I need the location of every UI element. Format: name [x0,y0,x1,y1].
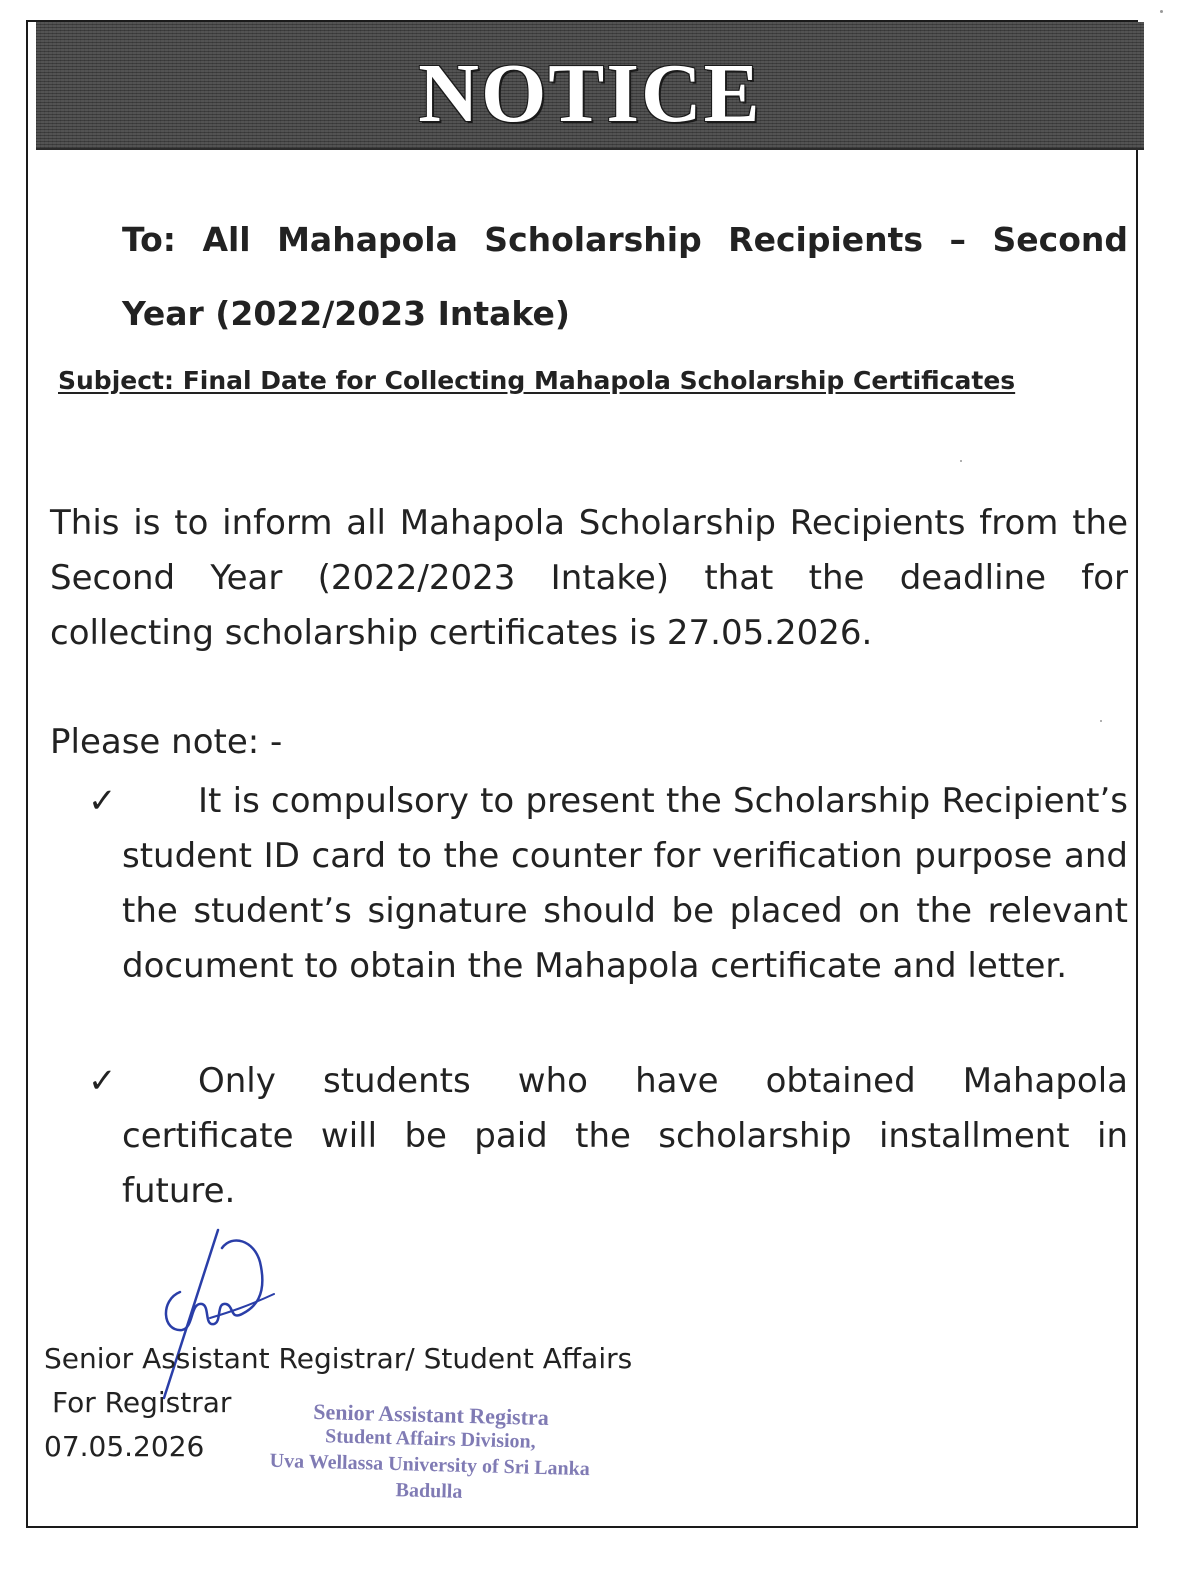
body-paragraph: This is to inform all Mahapola Scholarship Recipients from the Second Year (2022/2023 Intake) that the deadline for collecting scholarship certificates is 27.05.2026. [50,503,1128,653]
signatory-for: For Registrar [52,1386,232,1419]
notice-banner [36,22,1144,150]
checkmark-icon: ✓ [88,1061,117,1101]
scan-speck [1160,10,1163,13]
scan-speck [960,460,962,462]
notice-date: 07.05.2026 [44,1430,205,1463]
stamp-line-3: Uva Wellassa University of Sri Lanka [269,1449,591,1481]
signatory-title: Senior Assistant Registrar/ Student Affairs [44,1342,633,1375]
recipient-line-2: Year (2022/2023 Intake) [122,294,570,333]
notice-title: NOTICE [418,47,762,140]
notes-heading: Please note: - [50,722,283,762]
checkmark-icon: ✓ [88,781,117,821]
stamp-line-4: Badulla [395,1479,463,1503]
stamp-line-1: Senior Assistant Registra [313,1398,550,1431]
official-stamp [239,1395,622,1515]
recipient-line-1: To: All Mahapola Scholarship Recipients – Second [122,220,1128,259]
note-item-2: Only students who have obtained Mahapola certificate will be paid the scholarship installment in future. [122,1061,1128,1211]
stamp-line-2: Student Affairs Division, [324,1425,536,1453]
scan-speck [1100,720,1102,722]
note-item-1: It is compulsory to present the Scholarship Recipient’s student ID card to the counter for verification purpose and the student’s signature should be placed on the relevant document to obtain the Mahapola certificate and letter. [122,781,1128,986]
subject-line: Subject: Final Date for Collecting Mahapola Scholarship Certificates [58,366,1016,395]
